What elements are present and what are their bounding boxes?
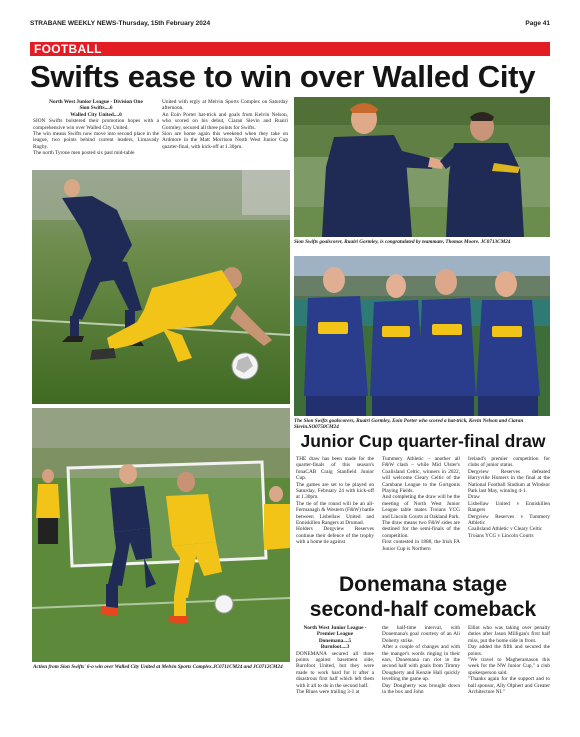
draw-title: Draw (468, 494, 480, 501)
score-away: Walled City United....0 (70, 111, 122, 118)
draw-fixture: Dergview Reserves v Tummery Athletic (468, 513, 550, 527)
paragraph: Ireland's premier competition for clubs of junior status. (468, 456, 550, 469)
paragraph: SION Swifts bolstered their promotion hopes with a comprehensive win over Walled City United. (33, 118, 159, 131)
division-label: North West Junior League - Premier League (303, 625, 367, 638)
paragraph: An Eoin Porter hat-trick and goals from Kelvin Nelson, who scored on his debut, Ciaran Slevin and Ruairi Gormley, secured all three points for Swifts. (162, 111, 288, 131)
caption-action: Action from Sion Swifts' 6-o win over Walled City United at Melvin Sports Complex.JC0711CM24 and JC0712CM24 (33, 664, 283, 670)
score-away: Burnfoot....3 (320, 644, 350, 651)
main-headline: Swifts ease to win over Walled City (30, 59, 536, 94)
paragraph: Day added the fifth and secured the points. (468, 644, 550, 657)
paragraph: DONEMANA secured all three points against basement side, Burnfoot United, but they were made to work hard for it after a disastrous first half which left them with it all to do in the second half. (296, 650, 374, 689)
paragraph: THE draw has been made for the quarter-finals of this season's fonaCAB Craig Stanfield Junior Cup. (296, 456, 374, 482)
paragraph: Dergview Reserves defeated Harryville Homers in the final at the National Football Stadium at Windsor Park last May, winning 4-1. (468, 468, 550, 495)
donemana-col-2 (382, 625, 460, 695)
paragraph: Sion are home again this weekend when they take on Ardmore in the Matt Morrison North West Junior Cup quarter-final, with kick-off at 1.30pm. (162, 131, 288, 150)
paragraph: The tie of the round will be an all-Fermanagh & Western (F&W) battle between Lisbellaw United and Enniskillen Rangers at Drumad. (296, 500, 374, 527)
score-home: Sion Swifts....6 (79, 105, 113, 112)
paragraph: Elliot who was taking over penalty duties after Jason Milligan's first half miss, put the home side in front. (468, 625, 550, 644)
division-label: North West Junior League - Division One (49, 99, 143, 105)
draw-fixture: Lisbellaw United v Enniskillen Rangers (468, 500, 550, 514)
page-number: Page 41 (525, 20, 550, 27)
cup-col-2 (382, 456, 460, 552)
cup-headline: Junior Cup quarter-final draw (300, 431, 546, 451)
draw-fixture: Troians YCG v Lincoln Courts (468, 532, 534, 539)
masthead: STRABANE WEEKLY NEWS-Thursday, 15th February 2024 (30, 20, 211, 27)
main-story-col-2 (162, 99, 288, 150)
photo-goalscorers (294, 256, 550, 416)
paragraph: And completing the draw will be the meeting of North West Junior League table mates Troians YCG and Lincoln Courts at Oakland Park. (382, 494, 460, 520)
donemana-headline-line-2: second-half comeback (309, 598, 537, 621)
action-photo-goalmouth (32, 408, 290, 662)
cup-col-3 (468, 456, 550, 539)
action-photo-tackle (32, 170, 290, 404)
paragraph: The Blues were trailing 3-1 at (296, 689, 360, 696)
paragraph: Day Dougherty was brought down in the box and John (382, 682, 460, 696)
section-label: FOOTBALL (34, 42, 102, 56)
paragraph: The games are set to be played on Saturday, February 24 with kick-off at 1.30pm. (296, 481, 374, 501)
caption-goalkeeper: Sion Swifts goalscorer, Ruairi Gormley, is congratulated by teammate, Thomas Moore. JC0713CM24 (294, 239, 511, 245)
score-home: Donemana....5 (318, 637, 352, 644)
paragraph: The draw means two F&W sides are destined for the semi-finals of the competition. (382, 520, 460, 539)
draw-fixture: Coalisland Athletic v Cleary Celtic (468, 526, 543, 533)
paragraph: United with ergly at Melvin Sports Complex on Saturday afternoon. (162, 99, 288, 112)
paragraph: The north Tyrone men posted six past mid-table (33, 150, 135, 157)
paragraph: Tummery Athletic – another all F&W clash – while Mid Ulster's Coalisland Celtic, winners in 2022, will welcome Cleary Celtic of the Carnbane League to the Gortgonis Playing Fields. (382, 456, 460, 495)
cup-col-1 (296, 456, 374, 546)
photo-goalkeeper-congratulated (294, 97, 550, 237)
paragraph: "Thanks again for the support and to ball sponsor, Ally Olphert and Greater Architecture NI." (468, 676, 550, 696)
section-label-bar (30, 42, 550, 56)
caption-goalscorers: The Sion Swifts goalscorers, Ruairi Gormley, Eoin Porter who scored a hat-trick, Kevin Nelson and Ciaran Slevin.SO0750CM24 (294, 418, 524, 431)
donemana-col-1 (296, 625, 374, 695)
paragraph: Holders Dergview Reserves continue their defence of the trophy with a home tie against (296, 526, 374, 546)
paragraph: First contested in 1888, the Irish FA Junior Cup is Northern (382, 539, 460, 552)
paragraph: the half-time interval, with Donemana's goal courtesy of an Ali Doherty strike. (382, 625, 460, 644)
paragraph: "We travel to Magheramason this week for the NW Junior Cup," a club spokesperson said. (468, 657, 550, 676)
donemana-headline (294, 572, 552, 622)
page-header (30, 20, 550, 30)
main-story-col-1 (33, 99, 159, 157)
paragraph: After a couple of changes and with the manger's words ringing in their ears, Donemana ran riot in the second half with goals from Timmy Dougherty and Kenzie Hall quickly levelling the game up. (382, 644, 460, 683)
paragraph: The win means Swifts now move into second place in the league, two points behind current leaders, Limavady Rugby. (33, 131, 159, 150)
donemana-col-3 (468, 625, 550, 695)
donemana-headline-line-1: Donemana stage (338, 573, 508, 596)
